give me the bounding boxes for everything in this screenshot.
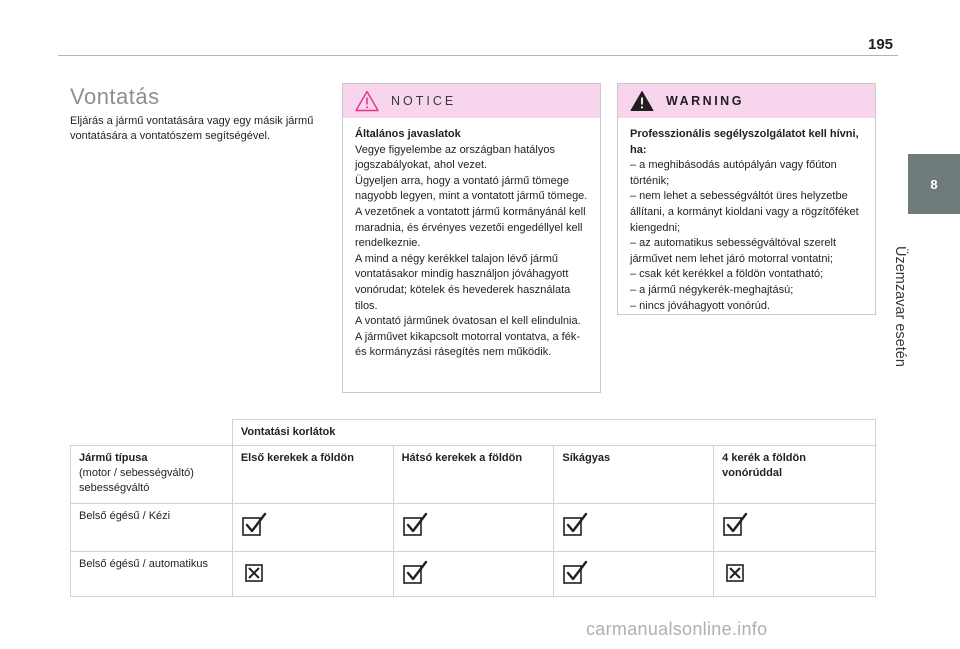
section-title: Vontatás [70, 84, 160, 109]
table-caption: Vontatási korlátok [232, 420, 875, 446]
section-intro: Eljárás a jármű vontatására vagy egy másik jármű vontatására a vontatószem segítségével. [70, 115, 314, 142]
warning-triangle-outline-icon [355, 90, 379, 112]
warning-box [617, 83, 876, 315]
chapter-tab[interactable]: 8 [908, 154, 960, 214]
row-header-subtitle2: sebességváltó [79, 482, 150, 494]
table-cell [554, 552, 714, 597]
checkbox-checked-icon [562, 512, 588, 538]
table-cell [393, 504, 554, 552]
checkbox-checked-icon [241, 512, 267, 538]
notice-line: Vegye figyelembe az országban hatályos jogszabályokat, ahol vezet. [355, 143, 555, 172]
notice-body [343, 118, 600, 361]
table-cell [232, 552, 393, 597]
notice-line: A vezetőnek a vontatott jármű kormányánál kell maradnia, és érvényes vezetői engedéllyel kell rendelkeznie. [355, 205, 586, 250]
table-cell [714, 552, 876, 597]
notice-line: A mind a négy kerékkel talajon lévő jármű vontatásakor mindig használjon jóváhagyott vonórudat; kötelek és hevederek használata tilos. [355, 252, 571, 312]
header-rule [58, 55, 898, 56]
checkbox-crossed-icon [241, 560, 267, 586]
notice-line: Ügyeljen arra, hogy a vontató jármű tömege nagyobb legyen, mint a vontatott jármű tömege. [355, 174, 588, 203]
table-header-row [71, 446, 876, 504]
checkbox-checked-icon [402, 560, 428, 586]
warning-title: WARNING [666, 94, 744, 108]
checkbox-crossed-icon [722, 560, 748, 586]
notice-line: A járművet kikapcsolt motorral vontatva, a fék- és kormányzási rásegítés nem működik. [355, 330, 580, 359]
row-header-subtitle: (motor / sebességváltó) [79, 467, 194, 479]
notice-line: A vontató járműnek óvatosan el kell elindulnia. [355, 315, 581, 328]
table-caption-row [71, 420, 876, 446]
table-cell [232, 504, 393, 552]
warning-line: – csak két kerékkel a földön vontatható; [630, 268, 824, 281]
warning-heading: Professzionális segélyszolgálatot kell hívni, ha: [630, 128, 859, 156]
warning-header [618, 84, 875, 118]
column-header: Síkágyas [554, 446, 714, 504]
column-header: 4 kerék a földön vonórúddal [714, 446, 876, 504]
notice-heading: Általános javaslatok [355, 128, 461, 140]
warning-line: – a jármű négykerék-meghajtású; [630, 283, 794, 296]
notice-header [343, 84, 600, 118]
watermark: carmanualsonline.info [586, 619, 768, 639]
warning-line: – nincs jóváhagyott vonórúd. [630, 299, 771, 312]
column-header: Első kerekek a földön [232, 446, 393, 504]
notice-box [342, 83, 601, 393]
warning-line: – nem lehet a sebességváltót üres helyzetbe állítani, a kormányt kioldani vagy a rögzítőféket kiengedni; [630, 190, 859, 234]
checkbox-checked-icon [722, 512, 748, 538]
row-header-cell [71, 446, 233, 504]
row-label: Belső égésű / automatikus [71, 552, 233, 597]
table-cell [393, 552, 554, 597]
table-corner-cell [71, 420, 233, 446]
table-row [71, 552, 876, 597]
warning-line: – a meghibásodás autópályán vagy főúton történik; [630, 159, 837, 187]
table-cell [714, 504, 876, 552]
row-header-title: Jármű típusa [79, 452, 148, 464]
page-number: 195 [868, 36, 894, 53]
warning-line: – az automatikus sebességváltóval szerelt járművet nem lehet járó motorral vontatni; [630, 237, 837, 265]
chapter-title: Üzemzavar esetén [892, 246, 908, 367]
table-cell [554, 504, 714, 552]
table-row [71, 504, 876, 552]
row-label: Belső égésű / Kézi [71, 504, 233, 552]
warning-body [618, 118, 875, 314]
column-header: Hátsó kerekek a földön [393, 446, 554, 504]
notice-title: NOTICE [391, 94, 457, 108]
towing-limits-table [70, 419, 876, 597]
warning-triangle-filled-icon [630, 90, 654, 112]
checkbox-checked-icon [562, 560, 588, 586]
checkbox-checked-icon [402, 512, 428, 538]
